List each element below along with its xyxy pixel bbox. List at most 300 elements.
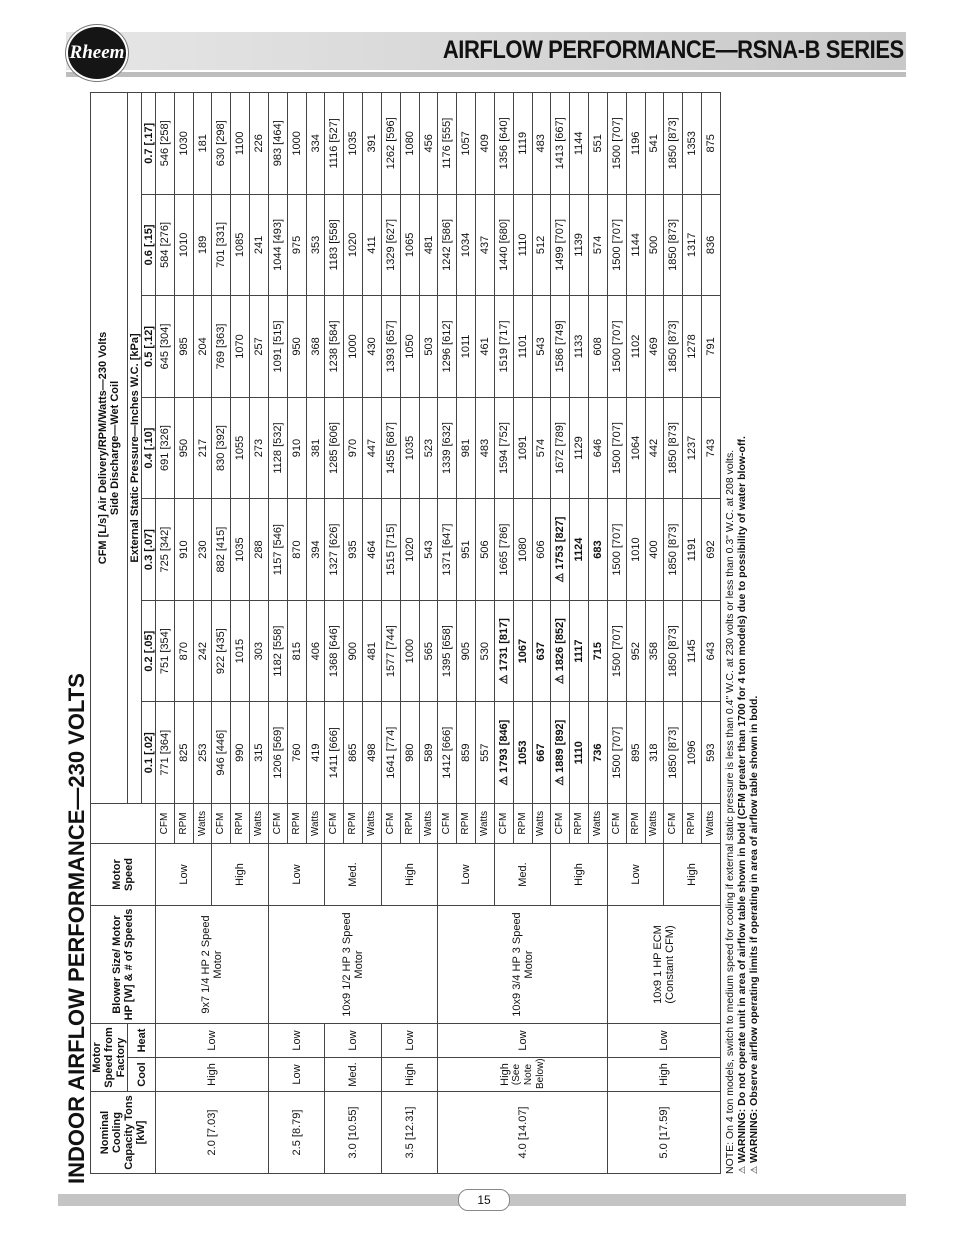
metric-label: RPM	[344, 804, 363, 844]
value-cell: 1145	[683, 600, 702, 702]
value-cell: 230	[193, 499, 212, 601]
value-cell: 637	[532, 600, 551, 702]
value-cell: 551	[589, 93, 608, 195]
value-cell: 1577 [744]	[381, 600, 400, 702]
value-cell: 1850 [873]	[664, 600, 683, 702]
metric-label: RPM	[174, 804, 193, 844]
value-cell: 1064	[626, 397, 645, 499]
value-cell: 1500 [707]	[607, 499, 626, 601]
value-cell: 543	[419, 499, 438, 601]
value-cell: 318	[645, 702, 664, 804]
logo-text: Rheem	[69, 42, 125, 63]
value-cell: 1117	[570, 600, 589, 702]
value-cell: 1500 [707]	[607, 397, 626, 499]
blower-cell: 10x9 3/4 HP 3 Speed Motor	[438, 906, 607, 1024]
metric-label: Watts	[532, 804, 551, 844]
value-cell: 743	[702, 397, 721, 499]
value-cell: 1053	[513, 702, 532, 804]
value-cell: 1850 [873]	[664, 194, 683, 296]
metric-label: RPM	[400, 804, 419, 844]
value-cell: 950	[174, 397, 193, 499]
value-cell: 315	[250, 702, 269, 804]
header-motor-speed: Motor Speed	[91, 844, 156, 906]
value-cell: 1371 [647]	[438, 499, 457, 601]
value-cell: 1096	[683, 702, 702, 804]
value-cell: 1144	[626, 194, 645, 296]
value-cell: 1101	[513, 296, 532, 398]
value-cell: 1641 [774]	[381, 702, 400, 804]
warning-2-text: WARNING: Observe airflow operating limits if operating in area of airflow table shown in bold.	[748, 695, 760, 1163]
value-cell: 226	[250, 93, 269, 195]
value-cell: 442	[645, 397, 664, 499]
metric-label: CFM	[381, 804, 400, 844]
value-cell: 701 [331]	[212, 194, 231, 296]
value-cell: 1116 [527]	[325, 93, 344, 195]
value-cell: 751 [354]	[156, 600, 175, 702]
capacity-cell: 4.0 [14.07]	[438, 1092, 607, 1174]
value-cell: 1176 [555]	[438, 93, 457, 195]
header-esp: External Static Pressure—Inches W.C. [kPa]	[128, 93, 142, 804]
value-cell: 952	[626, 600, 645, 702]
value-cell: 593	[702, 702, 721, 804]
value-cell: 1196	[626, 93, 645, 195]
value-cell: 1065	[400, 194, 419, 296]
cool-speed: Low	[290, 1064, 303, 1085]
value-cell: 1262 [596]	[381, 93, 400, 195]
value-cell: ⚠ 1889 [892]	[551, 702, 570, 804]
value-cell: 253	[193, 702, 212, 804]
value-cell: 736	[589, 702, 608, 804]
section-title: INDOOR AIRFLOW PERFORMANCE—230 VOLTS	[64, 673, 89, 1184]
value-cell: 1440 [680]	[494, 194, 513, 296]
value-cell: 1238 [584]	[325, 296, 344, 398]
value-cell: 1067	[513, 600, 532, 702]
metric-label: Watts	[250, 804, 269, 844]
heat-speed-cell: Low	[381, 1024, 437, 1058]
metric-label: CFM	[325, 804, 344, 844]
value-cell: 217	[193, 397, 212, 499]
metric-label: CFM	[156, 804, 175, 844]
value-cell: 1044 [493]	[268, 194, 287, 296]
cool-speed: High	[205, 1063, 218, 1086]
value-cell: 859	[457, 702, 476, 804]
warning-icon: ⚠	[737, 1165, 747, 1174]
value-cell: 1124	[570, 499, 589, 601]
cool-speed-cell	[268, 1058, 324, 1092]
value-cell: 1500 [707]	[607, 93, 626, 195]
value-cell: 895	[626, 702, 645, 804]
value-cell: 882 [415]	[212, 499, 231, 601]
value-cell: ⚠ 1753 [827]	[551, 499, 570, 601]
warning-icon: ⚠	[749, 1165, 759, 1174]
value-cell: 1412 [666]	[438, 702, 457, 804]
value-cell: 1010	[174, 194, 193, 296]
table-row	[607, 93, 626, 1174]
value-cell: 469	[645, 296, 664, 398]
value-cell: 1034	[457, 194, 476, 296]
value-cell: 503	[419, 296, 438, 398]
value-cell: 1285 [606]	[325, 397, 344, 499]
value-cell: 1586 [749]	[551, 296, 570, 398]
table-row	[156, 93, 175, 1174]
value-cell: 1500 [707]	[607, 702, 626, 804]
value-cell: 512	[532, 194, 551, 296]
value-cell: 189	[193, 194, 212, 296]
value-cell: 1055	[231, 397, 250, 499]
metric-label: Watts	[476, 804, 495, 844]
value-cell: 830 [392]	[212, 397, 231, 499]
cool-speed: Med.	[347, 1062, 360, 1087]
value-cell: 1010	[626, 499, 645, 601]
metric-label: RPM	[513, 804, 532, 844]
cool-speed-cell	[156, 1058, 269, 1092]
value-cell: 900	[344, 600, 363, 702]
page-title: AIRFLOW PERFORMANCE—RSNA-B SERIES	[443, 36, 904, 64]
value-cell: 910	[174, 499, 193, 601]
value-cell: 541	[645, 93, 664, 195]
value-cell: 1080	[513, 499, 532, 601]
value-cell: 1500 [707]	[607, 296, 626, 398]
value-cell: 391	[363, 93, 382, 195]
airflow-table	[90, 92, 721, 1174]
motor-speed-cell: Low	[156, 844, 212, 906]
header-rule	[66, 72, 906, 77]
pressure-header: 0.3 [.07]	[142, 499, 156, 601]
heat-speed-cell: Low	[268, 1024, 324, 1058]
value-cell: 630 [298]	[212, 93, 231, 195]
value-cell: 1119	[513, 93, 532, 195]
metric-label: Watts	[419, 804, 438, 844]
header-nominal: Nominal Cooling Capacity Tons [kW]	[91, 1092, 156, 1174]
value-cell: 368	[306, 296, 325, 398]
value-cell: 334	[306, 93, 325, 195]
value-cell: 500	[645, 194, 664, 296]
cool-speed-cell	[438, 1058, 607, 1092]
blower-cell: 10x9 1/2 HP 3 Speed Motor	[268, 906, 437, 1024]
value-cell: 241	[250, 194, 269, 296]
metric-label: Watts	[645, 804, 664, 844]
value-cell: 447	[363, 397, 382, 499]
value-cell: 946 [446]	[212, 702, 231, 804]
value-cell: 1356 [640]	[494, 93, 513, 195]
pressure-header: 0.5 [.12]	[142, 296, 156, 398]
metric-label: RPM	[457, 804, 476, 844]
value-cell: 1139	[570, 194, 589, 296]
value-cell: 645 [304]	[156, 296, 175, 398]
value-cell: 437	[476, 194, 495, 296]
value-cell: 643	[702, 600, 721, 702]
value-cell: 975	[287, 194, 306, 296]
value-cell: 791	[702, 296, 721, 398]
motor-speed-cell: High	[212, 844, 268, 906]
value-cell: 1395 [658]	[438, 600, 457, 702]
motor-speed-cell: Low	[607, 844, 663, 906]
value-cell: 1020	[400, 499, 419, 601]
rheem-logo	[66, 25, 128, 81]
cool-speed-cell	[607, 1058, 720, 1092]
value-cell: 1000	[400, 600, 419, 702]
value-cell: 464	[363, 499, 382, 601]
value-cell: 394	[306, 499, 325, 601]
value-cell: 981	[457, 397, 476, 499]
value-cell: 498	[363, 702, 382, 804]
value-cell: 358	[645, 600, 664, 702]
rotated-content	[60, 84, 760, 1184]
table-row	[268, 93, 287, 1174]
value-cell: 870	[174, 600, 193, 702]
value-cell: 1672 [789]	[551, 397, 570, 499]
metric-label: CFM	[607, 804, 626, 844]
value-cell: 411	[363, 194, 382, 296]
cool-speed: High	[498, 1063, 511, 1086]
pressure-header: 0.7 [.17]	[142, 93, 156, 195]
value-cell: 691 [326]	[156, 397, 175, 499]
value-cell: 257	[250, 296, 269, 398]
value-cell: 836	[702, 194, 721, 296]
value-cell: 646	[589, 397, 608, 499]
value-cell: 990	[231, 702, 250, 804]
motor-speed-cell: High	[664, 844, 721, 906]
note-text: NOTE: On 4 ton models, switch to medium speed for cooling if external static pressure is less than 0.4" W.C. at 230 volts or less than 0.3" W.C. at 208 volts.	[724, 449, 736, 1174]
heat-speed-cell: Low	[607, 1024, 720, 1058]
value-cell: 589	[419, 702, 438, 804]
value-cell: 430	[363, 296, 382, 398]
header-blower: Blower Size/ Motor HP [W] & # of Speeds	[91, 906, 156, 1024]
metric-label: Watts	[306, 804, 325, 844]
value-cell: 1085	[231, 194, 250, 296]
value-cell: 1011	[457, 296, 476, 398]
notes	[724, 436, 760, 1174]
value-cell: 1368 [646]	[325, 600, 344, 702]
value-cell: 483	[476, 397, 495, 499]
value-cell: 1050	[400, 296, 419, 398]
value-cell: 1329 [627]	[381, 194, 400, 296]
value-cell: 181	[193, 93, 212, 195]
value-cell: 870	[287, 499, 306, 601]
value-cell: 1015	[231, 600, 250, 702]
value-cell: 1850 [873]	[664, 397, 683, 499]
motor-speed-cell: Med.	[325, 844, 381, 906]
value-cell: 980	[400, 702, 419, 804]
value-cell: 381	[306, 397, 325, 499]
value-cell: 409	[476, 93, 495, 195]
value-cell: 1080	[400, 93, 419, 195]
pressure-header: 0.2 [.05]	[142, 600, 156, 702]
value-cell: ⚠ 1793 [846]	[494, 702, 513, 804]
value-cell: 1353	[683, 93, 702, 195]
value-cell: 456	[419, 93, 438, 195]
value-cell: 1133	[570, 296, 589, 398]
value-cell: 1030	[174, 93, 193, 195]
value-cell: 1499 [707]	[551, 194, 570, 296]
value-cell: 353	[306, 194, 325, 296]
heat-speed-cell: Low	[438, 1024, 607, 1058]
value-cell: ⚠ 1731 [817]	[494, 600, 513, 702]
value-cell: 1278	[683, 296, 702, 398]
value-cell: 288	[250, 499, 269, 601]
header-main-line1: CFM [L/s] Air Delivery/RPM/Watts—230 Volts	[97, 331, 109, 565]
motor-speed-cell: High	[381, 844, 437, 906]
cool-speed: High	[403, 1063, 416, 1086]
value-cell: 565	[419, 600, 438, 702]
value-cell: 692	[702, 499, 721, 601]
value-cell: 1035	[344, 93, 363, 195]
value-cell: 546 [258]	[156, 93, 175, 195]
warning-1-text: WARNING: Do not operate unit in area of airflow table shown in bold (CFM greater than 1700 for 4 ton models) due to possibility of water blow-off.	[736, 436, 748, 1163]
value-cell: 815	[287, 600, 306, 702]
metric-label: Watts	[702, 804, 721, 844]
value-cell: 1519 [717]	[494, 296, 513, 398]
value-cell: 1515 [715]	[381, 499, 400, 601]
motor-speed-cell: Low	[438, 844, 494, 906]
metric-label: Watts	[193, 804, 212, 844]
value-cell: 606	[532, 499, 551, 601]
cool-speed-cell	[325, 1058, 381, 1092]
capacity-cell: 3.0 [10.55]	[325, 1092, 381, 1174]
value-cell: 1035	[231, 499, 250, 601]
pressure-header: 0.6 [.15]	[142, 194, 156, 296]
header-main-line2: Side Discharge—Wet Coil	[109, 380, 121, 516]
value-cell: 523	[419, 397, 438, 499]
value-cell: 951	[457, 499, 476, 601]
value-cell: 985	[174, 296, 193, 398]
value-cell: 865	[344, 702, 363, 804]
metric-label: Watts	[589, 804, 608, 844]
cool-note: (See Note Below)	[510, 1058, 546, 1089]
value-cell: 481	[419, 194, 438, 296]
header-heat: Heat	[128, 1024, 156, 1058]
value-cell: 1191	[683, 499, 702, 601]
header-cool: Cool	[128, 1058, 156, 1092]
value-cell: 1070	[231, 296, 250, 398]
value-cell: 683	[589, 499, 608, 601]
value-cell: 1091 [515]	[268, 296, 287, 398]
value-cell: 1296 [612]	[438, 296, 457, 398]
heat-speed-cell: Low	[156, 1024, 269, 1058]
value-cell: 1393 [657]	[381, 296, 400, 398]
warning-2	[748, 436, 760, 1174]
value-cell: 725 [342]	[156, 499, 175, 601]
value-cell: 1850 [873]	[664, 296, 683, 398]
value-cell: 242	[193, 600, 212, 702]
value-cell: 667	[532, 702, 551, 804]
motor-speed-cell: Low	[268, 844, 324, 906]
metric-label: CFM	[494, 804, 513, 844]
value-cell: 1206 [569]	[268, 702, 287, 804]
value-cell: 769 [363]	[212, 296, 231, 398]
value-cell: 584 [276]	[156, 194, 175, 296]
value-cell: 1665 [786]	[494, 499, 513, 601]
value-cell: 1242 [586]	[438, 194, 457, 296]
value-cell: 406	[306, 600, 325, 702]
value-cell: 1183 [558]	[325, 194, 344, 296]
capacity-cell: 2.0 [7.03]	[156, 1092, 269, 1174]
value-cell: 1110	[570, 702, 589, 804]
value-cell: 1850 [873]	[664, 499, 683, 601]
value-cell: 1182 [558]	[268, 600, 287, 702]
value-cell: 1110	[513, 194, 532, 296]
value-cell: 1100	[231, 93, 250, 195]
value-cell: 1500 [707]	[607, 600, 626, 702]
value-cell: 1020	[344, 194, 363, 296]
value-cell: ⚠ 1826 [852]	[551, 600, 570, 702]
metric-label: RPM	[287, 804, 306, 844]
value-cell: 608	[589, 296, 608, 398]
value-cell: 481	[363, 600, 382, 702]
value-cell: 506	[476, 499, 495, 601]
value-cell: 970	[344, 397, 363, 499]
blower-cell: 10x9 1 HP ECM (Constant CFM)	[607, 906, 720, 1024]
value-cell: 715	[589, 600, 608, 702]
value-cell: 273	[250, 397, 269, 499]
value-cell: 303	[250, 600, 269, 702]
metric-label: CFM	[551, 804, 570, 844]
value-cell: 1237	[683, 397, 702, 499]
metric-label: CFM	[438, 804, 457, 844]
metric-label: RPM	[570, 804, 589, 844]
value-cell: 574	[532, 397, 551, 499]
warning-1	[736, 436, 748, 1174]
value-cell: 950	[287, 296, 306, 398]
heat-speed-cell: Low	[325, 1024, 381, 1058]
value-cell: 483	[532, 93, 551, 195]
value-cell: 1102	[626, 296, 645, 398]
value-cell: 1035	[400, 397, 419, 499]
value-cell: 771 [364]	[156, 702, 175, 804]
page-number: 15	[458, 1189, 510, 1211]
metric-label: CFM	[212, 804, 231, 844]
pressure-header: 0.1 [.02]	[142, 702, 156, 804]
value-cell: 419	[306, 702, 325, 804]
value-cell: 461	[476, 296, 495, 398]
value-cell: 530	[476, 600, 495, 702]
value-cell: 204	[193, 296, 212, 398]
value-cell: 574	[589, 194, 608, 296]
value-cell: 400	[645, 499, 664, 601]
metric-label: Watts	[363, 804, 382, 844]
value-cell: 1057	[457, 93, 476, 195]
value-cell: 1000	[287, 93, 306, 195]
value-cell: 1091	[513, 397, 532, 499]
value-cell: 910	[287, 397, 306, 499]
capacity-cell: 2.5 [8.79]	[268, 1092, 324, 1174]
metric-label: RPM	[626, 804, 645, 844]
value-cell: 1850 [873]	[664, 702, 683, 804]
value-cell: 875	[702, 93, 721, 195]
value-cell: 1413 [667]	[551, 93, 570, 195]
value-cell: 1157 [546]	[268, 499, 287, 601]
metric-label: CFM	[268, 804, 287, 844]
value-cell: 1411 [666]	[325, 702, 344, 804]
airflow-table-wrap	[90, 92, 721, 1174]
value-cell: 1594 [752]	[494, 397, 513, 499]
capacity-cell: 5.0 [17.59]	[607, 1092, 720, 1174]
value-cell: 1317	[683, 194, 702, 296]
metric-label: RPM	[231, 804, 250, 844]
value-cell: 983 [464]	[268, 93, 287, 195]
value-cell: 935	[344, 499, 363, 601]
cool-speed-cell	[381, 1058, 437, 1092]
capacity-cell: 3.5 [12.31]	[381, 1092, 437, 1174]
value-cell: 922 [435]	[212, 600, 231, 702]
metric-label: CFM	[664, 804, 683, 844]
metric-label: RPM	[683, 804, 702, 844]
value-cell: 825	[174, 702, 193, 804]
blower-cell: 9x7 1/4 HP 2 Speed Motor	[156, 906, 269, 1024]
value-cell: 760	[287, 702, 306, 804]
motor-speed-cell: High	[551, 844, 607, 906]
motor-speed-cell: Med.	[494, 844, 550, 906]
